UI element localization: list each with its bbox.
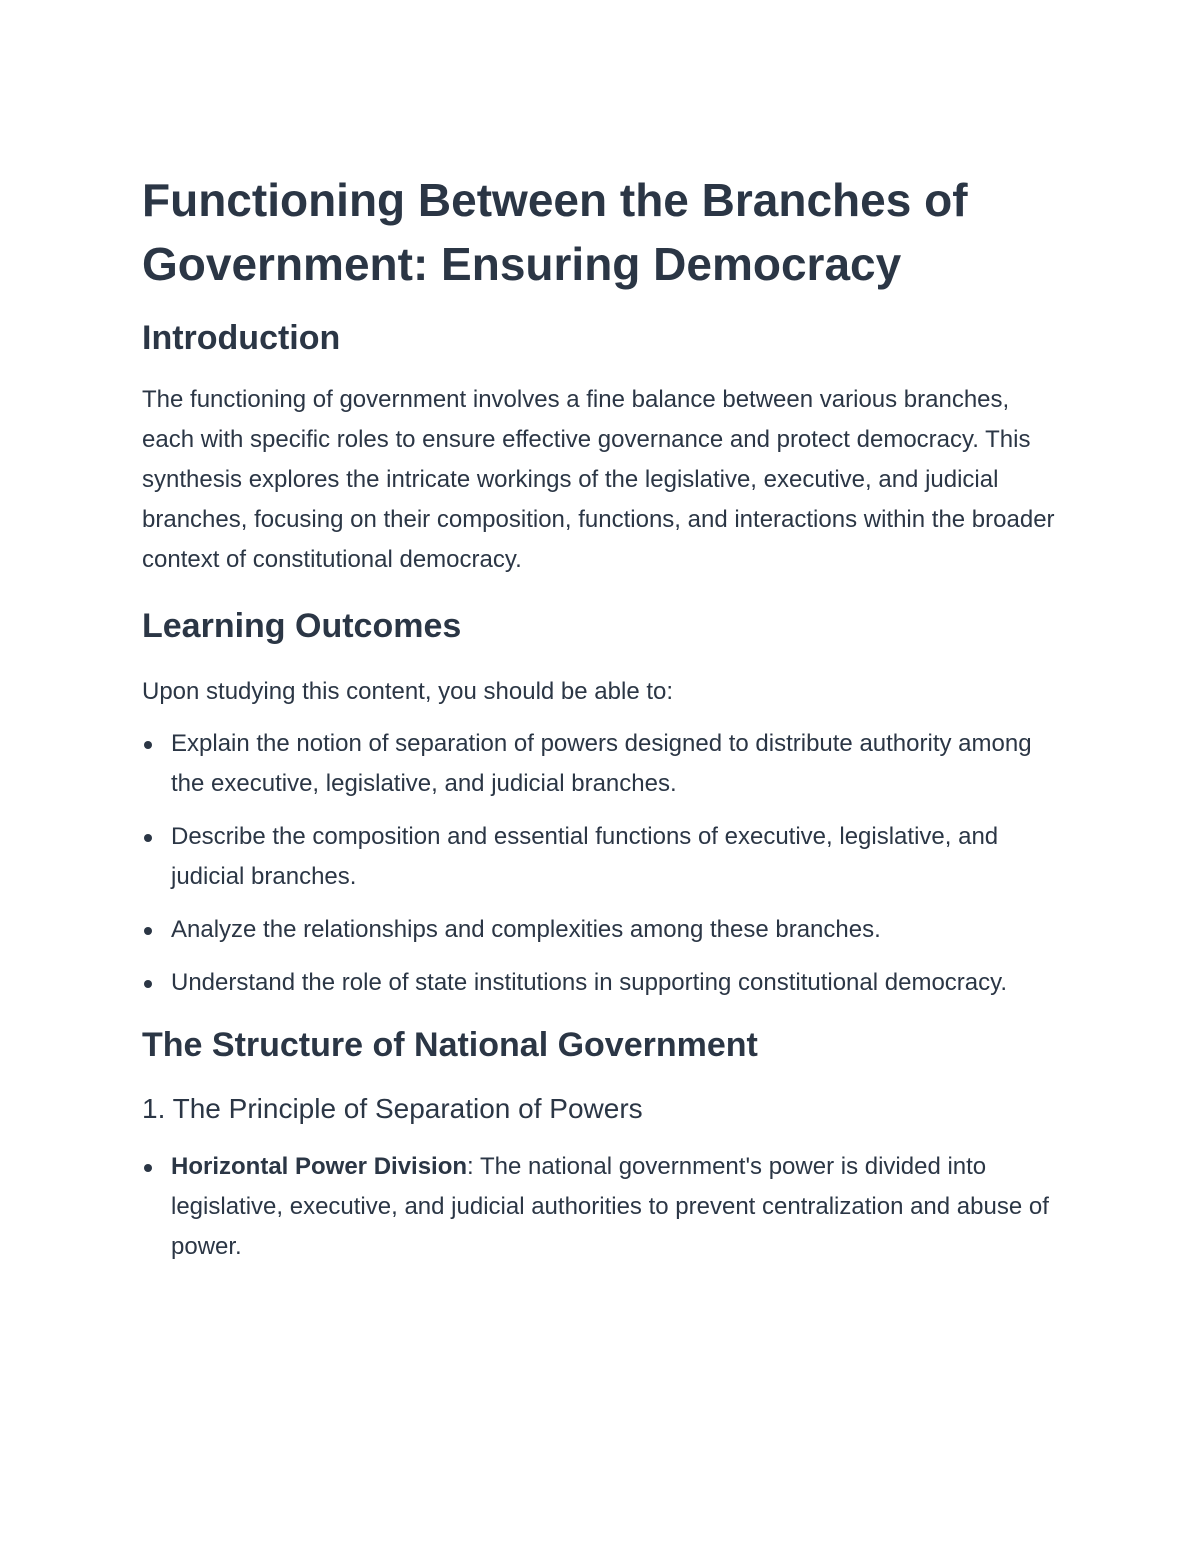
list-item-text: Understand the role of state institutions in supporting constitutional democracy. — [171, 969, 1008, 996]
structure-heading: The Structure of National Government — [142, 1026, 758, 1064]
list-item-text: : The national government's power is divided into legislative, executive, and judicial authorities to prevent centralization and abuse of power. — [171, 1153, 1049, 1260]
learning-outcomes-lead: Upon studying this content, you should be able to: — [142, 678, 674, 705]
learning-outcomes-list — [142, 724, 1062, 1003]
bullet-icon — [144, 927, 152, 935]
document-page — [142, 168, 1062, 1267]
structure-list — [142, 1147, 1062, 1267]
list-item — [142, 1147, 1062, 1267]
bullet-icon — [144, 980, 152, 988]
list-item — [142, 817, 1062, 897]
learning-outcomes-heading: Learning Outcomes — [142, 607, 462, 645]
document-title: Functioning Between the Branches of Government: Ensuring Democracy — [142, 174, 968, 290]
separation-of-powers-subheading: 1. The Principle of Separation of Powers — [142, 1093, 643, 1124]
list-item-text: Describe the composition and essential functions of executive, legislative, and judicial branches. — [171, 823, 999, 890]
list-item-term: Horizontal Power Division — [171, 1153, 468, 1180]
list-item — [142, 724, 1062, 804]
bullet-icon — [144, 1164, 152, 1172]
list-item — [142, 963, 1062, 1003]
list-item — [142, 910, 1062, 950]
bullet-icon — [144, 741, 152, 749]
list-item-text: Explain the notion of separation of powers designed to distribute authority among the executive, legislative, and judicial branches. — [171, 730, 1032, 797]
introduction-paragraph: The functioning of government involves a fine balance between various branches, each with specific roles to ensure effective governance and protect democracy. This synthesis explores the intricate workings of the legislative, executive, and judicial branches, focusing on their composition, functions, and interactions within the broader context of constitutional democracy. — [142, 386, 1055, 573]
bullet-icon — [144, 834, 152, 842]
list-item-text: Analyze the relationships and complexities among these branches. — [171, 916, 881, 943]
introduction-heading: Introduction — [142, 319, 341, 357]
